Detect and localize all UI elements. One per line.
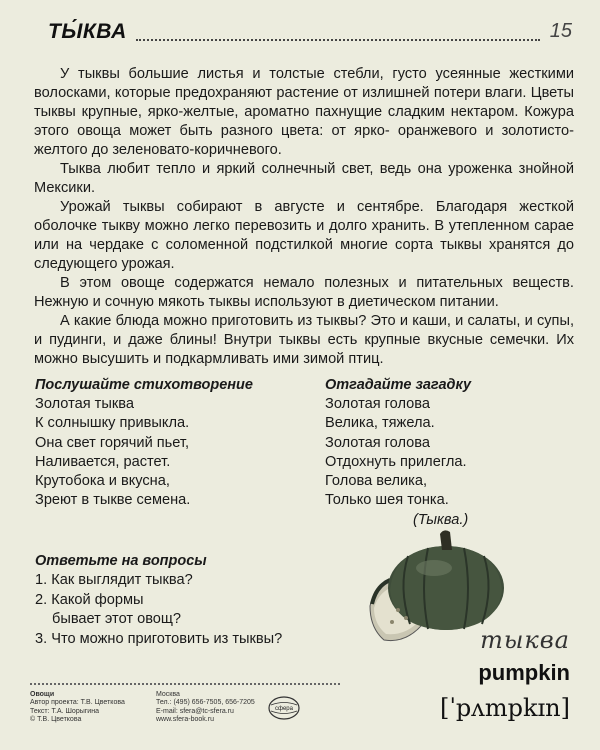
page-title: ТЫ́КВА: [48, 20, 127, 43]
riddle-answer: (Тыква.): [413, 511, 469, 528]
question-item: 3. Что можно приготовить из тыквы?: [35, 630, 283, 647]
riddle-line: Голова велика,: [325, 473, 428, 490]
riddle-line: Золотая голова: [325, 434, 430, 451]
poem-line: Зреют в тыкве семена.: [35, 492, 191, 509]
publisher-logo-text: сфера: [275, 706, 293, 712]
footer-dotted-rule: [30, 683, 340, 685]
question-item-continuation: бывает этот овощ?: [52, 611, 182, 627]
footer-contact-line: Тел.: (495) 656-7505, 656-7205: [156, 699, 255, 707]
footer-credit-line: Текст: Т.А. Шорыгина: [30, 707, 99, 715]
poem-heading: Послушайте стихотворение: [35, 377, 253, 393]
footer-contact-line: www.sfera-book.ru: [156, 715, 214, 723]
poem-line: Золотая тыква: [35, 396, 134, 412]
poem-line: Крутобока и вкусна,: [35, 473, 170, 490]
page-number: 15: [549, 20, 572, 42]
riddle-line: Золотая голова: [325, 396, 430, 412]
header-dotted-rule: [136, 39, 540, 41]
footer-credit-line: Автор проекта: Т.В. Цветкова: [30, 699, 125, 707]
word-transcription: [ˈpʌmpkɪn]: [439, 694, 570, 722]
word-english: pumpkin: [478, 660, 570, 685]
poem-line: Она свет горячий пьет,: [35, 434, 190, 451]
paragraph: А какие блюда можно приготовить из тыквы? Это и каши, и салаты, и супы, и пудинги, и даже блины! Внутри тыквы есть крупные вкусные семечки. Их можно высушить и подкармливать ими зимой птиц.: [34, 313, 574, 367]
riddle-line: Отдохнуть прилегла.: [325, 453, 467, 470]
footer-series: Овощи: [30, 691, 55, 698]
footer-credits: [30, 691, 158, 724]
poem-line: Наливается, растет.: [35, 453, 171, 470]
footer-contact-line: E-mail: sfera@tc-sfera.ru: [156, 707, 234, 715]
questions-section: [35, 553, 335, 649]
paragraph: Тыква любит тепло и яркий солнечный свет, ведь она уроженка знойной Мексики.: [34, 161, 574, 196]
riddle-heading: Отгадайте загадку: [325, 377, 472, 393]
poem-section: [35, 377, 305, 511]
page-header: [40, 14, 580, 48]
question-item: 1. Как выглядит тыква?: [35, 572, 193, 588]
riddle-section: [325, 377, 575, 530]
questions-heading: Ответьте на вопросы: [35, 553, 207, 569]
question-item: 2. Какой формы: [35, 591, 144, 608]
riddle-line: Велика, тяжела.: [325, 415, 435, 432]
word-russian-cursive: тыква: [480, 626, 570, 654]
poem-line: К солнышку привыкла.: [35, 415, 190, 432]
riddle-line: Только шея тонка.: [325, 492, 449, 509]
footer-contact-line: Москва: [156, 691, 180, 698]
main-text: [34, 65, 574, 369]
paragraph: Урожай тыквы собирают в августе и сентябре. Благодаря жесткой оболочке тыкву можно легко перевозить и долго хранить. В утепленном сарае или на чердаке с соломенной подстилкой многие сорта тыквы хранятся до следующего урожая.: [34, 199, 574, 272]
publisher-logo: [268, 696, 300, 720]
footer-credit-line: © Т.В. Цветкова: [30, 715, 82, 723]
paragraph: В этом овоще содержатся немало полезных и питательных веществ. Нежную и сочную мякоть тыквы используют в диетическом питании.: [34, 275, 574, 310]
paragraph: У тыквы большие листья и толстые стебли, густо усеянные жесткими волосками, которые предохраняют растение от излишней потери влаги. Цветы тыквы крупные, ярко-желтые, ароматно пахнущие сладким нектаром. Кожура этого овоща может быть разного цвета: от ярко- оранжевого и золотисто-желтого до зеленовато-коричневого.: [34, 66, 574, 158]
